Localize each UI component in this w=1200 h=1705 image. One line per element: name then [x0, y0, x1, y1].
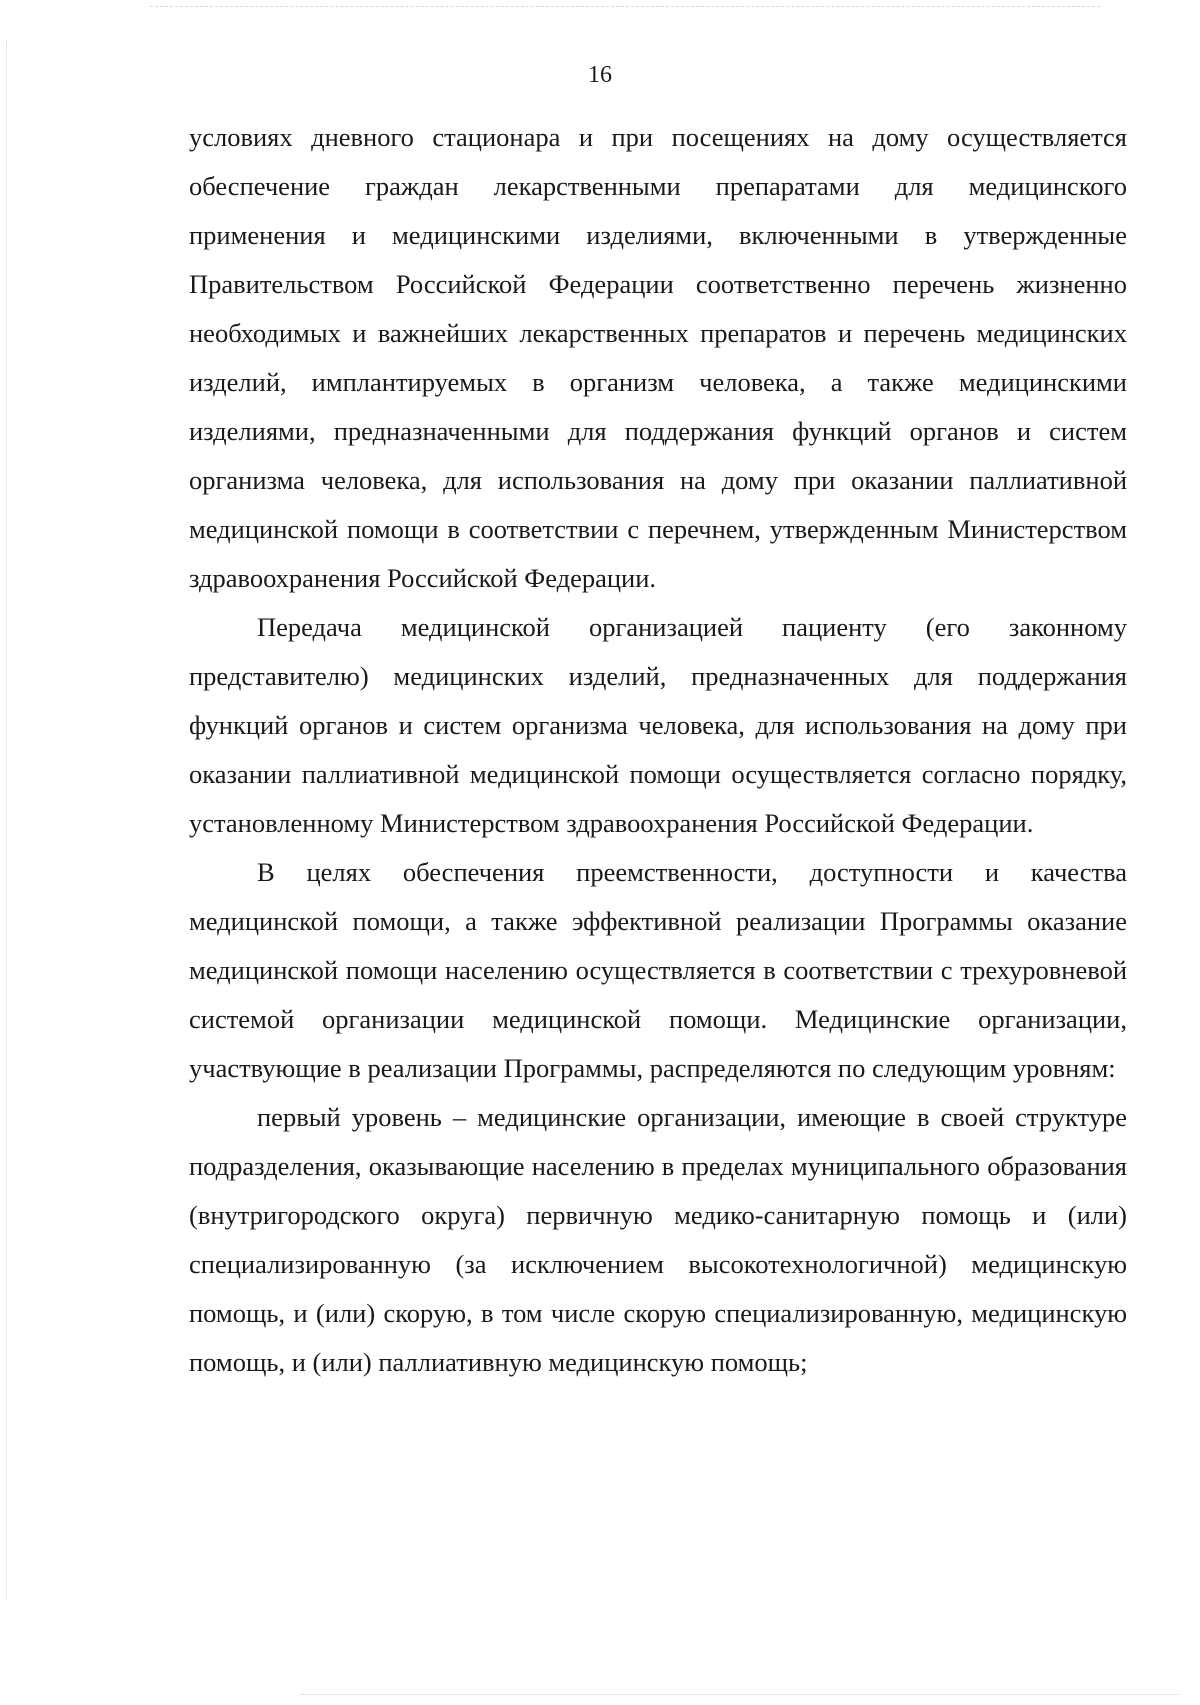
- paragraph-three-level-system: В целях обеспечения преемственности, доступности и качества медицинской помощи, а также эффективной реализации Программы оказание медицинской помощи населению осуществляется в соответствии с трехуровневой системой организации медицинской помощи. Медицинские организации, участвующие в реализации Программы, распределяются по следующим уровням:: [189, 857, 1127, 1083]
- paragraph-continuation: условиях дневного стационара и при посещениях на дому осуществляется обеспечение граждан лекарственными препаратами для медицинского применения и медицинскими изделиями, включенными в утвержденные Правительством Российской Федерации соответственно перечень жизненно необходимых и важнейших лекарственных препаратов и перечень медицинских изделий, имплантируемых в организм человека, а также медицинскими изделиями, предназначенными для поддержания функций органов и систем организма человека, для использования на дому при оказании паллиативной медицинской помощи в соответствии с перечнем, утвержденным Министерством здравоохранения Российской Федерации.: [189, 122, 1127, 593]
- paragraph-first-level: первый уровень – медицинские организации, имеющие в своей структуре подразделения, оказывающие населению в пределах муниципального образования (внутригородского округа) первичную медико-санитарную помощь и (или) специализированную (за исключением высокотехнологичной) медицинскую помощь, и (или) скорую, в том числе скорую специализированную, медицинскую помощь, и (или) паллиативную медицинскую помощь;: [189, 1102, 1127, 1377]
- scan-artifact-left: [6, 40, 7, 1600]
- paragraph-transfer: Передача медицинской организацией пациенту (его законному представителю) медицинских изделий, предназначенных для поддержания функций органов и систем организма человека, для использования на дому при оказании паллиативной медицинской помощи осуществляется согласно порядку, установленному Министерством здравоохранения Российской Федерации.: [189, 612, 1127, 838]
- page-number: 16: [588, 62, 612, 88]
- document-body: [189, 113, 1127, 1387]
- scan-artifact-top: [150, 6, 1100, 7]
- scan-artifact-bottom: [300, 1694, 1180, 1695]
